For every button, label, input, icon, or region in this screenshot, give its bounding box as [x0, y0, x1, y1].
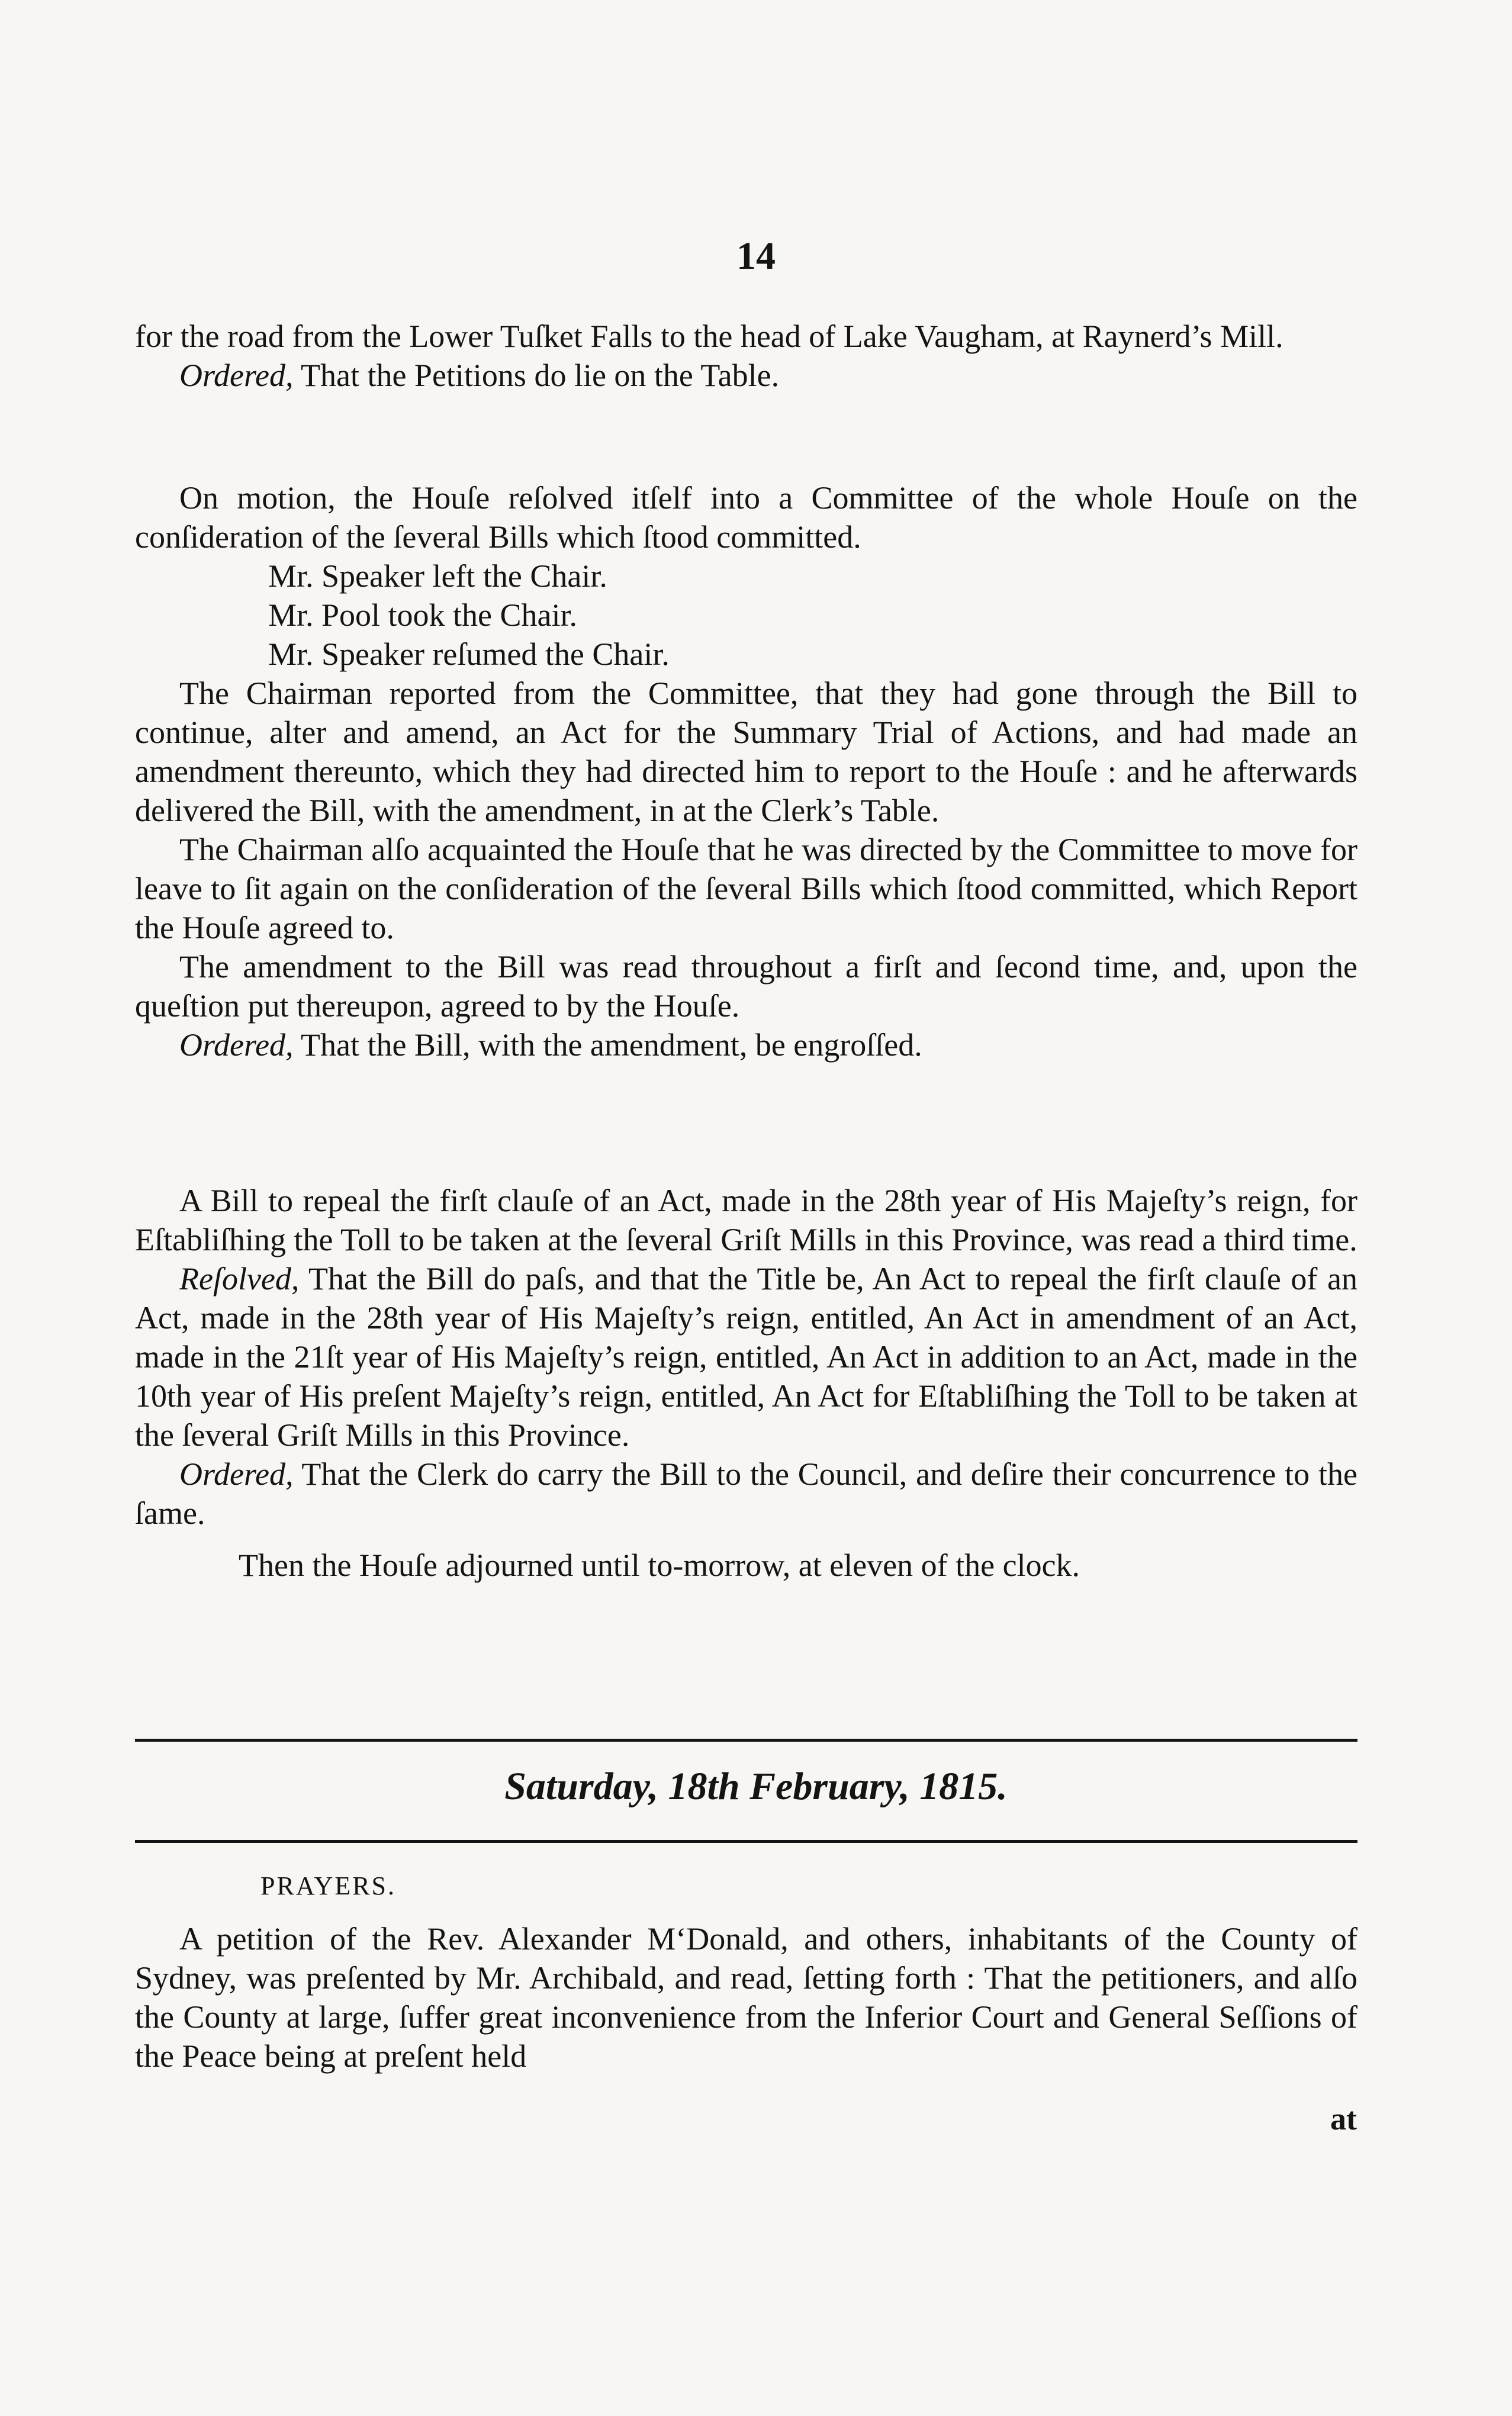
- resolved-paragraph: [135, 1259, 1357, 1455]
- motion-paragraph: On motion, the Houſe reſolved itſelf into a Committee of the whole Houſe on the conſideration of the ſeveral Bills which ſtood committed.: [135, 480, 1357, 555]
- adjourned-line: Then the Houſe adjourned until to-morrow, at eleven of the clock.: [239, 1548, 1080, 1583]
- petitions-block: [135, 317, 1357, 395]
- bottom-divider-rule: [135, 1840, 1357, 1843]
- resolved-lead: Reſolved,: [179, 1261, 300, 1297]
- road-petition-text: for the road from the Lower Tuſket Falls to the head of Lake Vaugham, at Raynerd’s Mill.: [135, 319, 1283, 354]
- ordered-text: That the Petitions do lie on the Table.: [293, 358, 780, 393]
- ordered-text: That the Clerk do carry the Bill to the Council, and deſire their concurrence to the ſame.: [135, 1456, 1357, 1531]
- grist-mills-block: [135, 1181, 1357, 1585]
- prayers-heading: PRAYERS.: [260, 1871, 397, 1900]
- resolved-text: That the Bill do paſs, and that the Title be, An Act to repeal the firſt clauſe of an Act, made in the 28th year of His Majeſty’s reign, entitled, An Act in amendment of an Act, made in the 21ſt year of His Majeſty’s reign, entitled, An Act in addition to an Act, made in the 10th year of His preſent Majeſty’s reign, entitled, An Act for Eſtabliſhing the Toll to be taken at the ſeveral Griſt Mills in this Province.: [135, 1261, 1357, 1453]
- ordered-lead: Ordered,: [179, 358, 294, 393]
- pool-took-line: Mr. Pool took the Chair.: [268, 597, 578, 633]
- ordered-council-paragraph: [135, 1455, 1357, 1533]
- chairman-reported-paragraph: The Chairman reported from the Committee, that they had gone through the Bill to continue, alter and amend, an Act for the Summary Trial of Actions, and had made an amendment thereunto, which they had directed him to report to the Houſe : and he afterwards delivered the Bill, with the amendment, in at the Clerk’s Table.: [135, 675, 1357, 828]
- committee-block: [135, 478, 1357, 1064]
- ordered-engrossed-paragraph: [135, 1025, 1357, 1064]
- petition-block: [135, 1919, 1357, 2076]
- ordered-petitions-paragraph: [135, 356, 1357, 395]
- page-number: 14: [736, 234, 776, 278]
- ordered-lead: Ordered,: [179, 1027, 294, 1063]
- speaker-resumed-line: Mr. Speaker reſumed the Chair.: [268, 636, 670, 672]
- ordered-text: That the Bill, with the amendment, be engroſſed.: [293, 1027, 922, 1063]
- bill-third-reading-paragraph: A Bill to repeal the firſt clauſe of an Act, made in the 28th year of His Majeſty’s reign, for Eſtabliſhing the Toll to be taken at the ſeveral Griſt Mills in this Province, was read a third time.: [135, 1183, 1357, 1257]
- catchword: at: [1330, 2101, 1357, 2137]
- speaker-left-line: Mr. Speaker left the Chair.: [268, 558, 607, 594]
- chairman-acquainted-paragraph: The Chairman alſo acquainted the Houſe that he was directed by the Committee to move for leave to ſit again on the conſideration of the ſeveral Bills which ſtood committed, which Report the Houſe agreed to.: [135, 832, 1357, 945]
- ordered-lead: Ordered,: [179, 1456, 294, 1492]
- petition-paragraph: A petition of the Rev. Alexander M‘Donald, and others, inhabitants of the County of Sydney, was preſented by Mr. Archibald, and read, ſetting forth : That the petitioners, and alſo the County at large, ſuffer great inconvenience from the Inferior Court and General Seſſions of the Peace being at preſent held: [135, 1921, 1357, 2074]
- top-divider-rule: [135, 1739, 1357, 1742]
- amendment-read-paragraph: The amendment to the Bill was read throughout a firſt and ſecond time, and, upon the queſtion put thereupon, agreed to by the Houſe.: [135, 949, 1357, 1024]
- date-heading: Saturday, 18th February, 1815.: [504, 1765, 1008, 1808]
